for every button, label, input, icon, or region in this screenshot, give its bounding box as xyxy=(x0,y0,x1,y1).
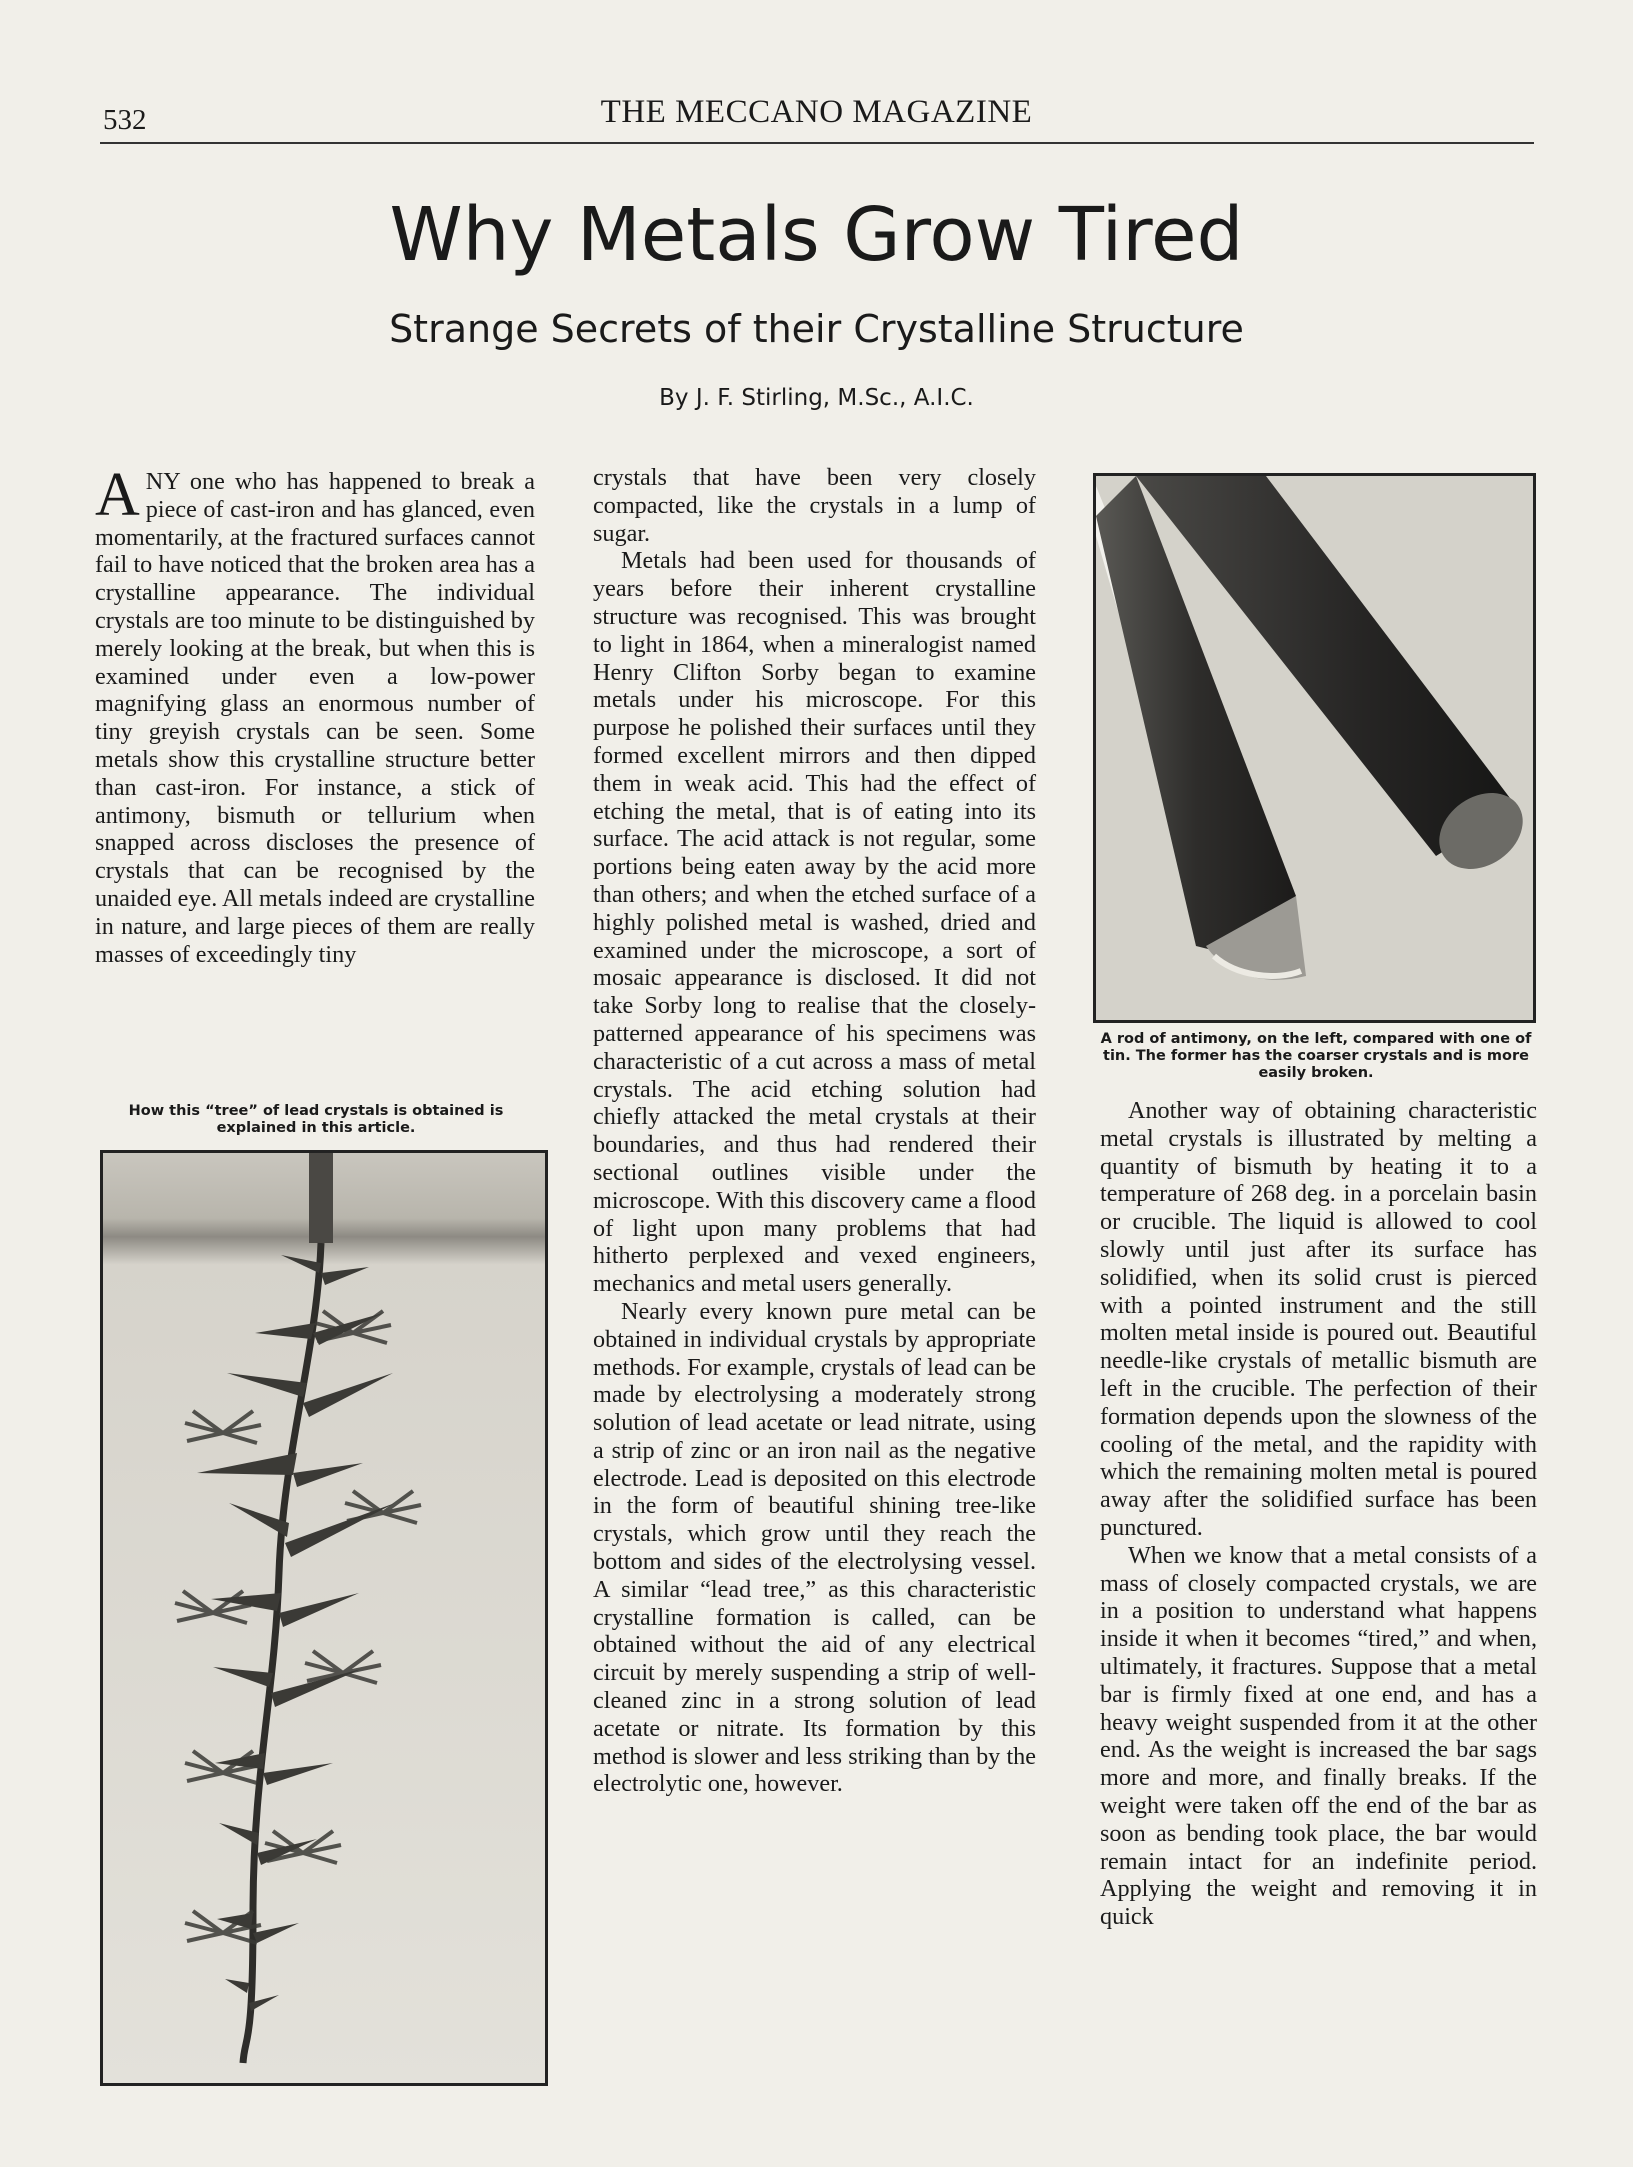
photo-lead-tree xyxy=(100,1150,548,2086)
column-3 xyxy=(1100,1097,1537,1931)
paragraph-text: NY one who has happened to break a piece of cast-iron and has glanced, even momentarily, at the fractured surfaces cannot fail to have noticed that the broken area has a crystalline appearance. The individual crystals are too minute to be distinguished by merely looking at the break, but when this is examined under even a low-power magnifying glass an enormous number of tiny greyish crystals can be seen. Some metals show this crystalline structure better than cast-iron. For instance, a stick of antimony, bismuth or tellurium when snapped across discloses the presence of crystals that can be recognised by the unaided eye. All metals indeed are crystalline in nature, and large pieces of them are really masses of exceedingly tiny xyxy=(95,468,535,968)
byline: By J. F. Stirling, M.Sc., A.I.C. xyxy=(659,385,974,411)
page-number: 532 xyxy=(103,104,147,136)
paragraph xyxy=(95,461,535,968)
paragraph: Nearly every known pure metal can be obtained in individual crystals by appropriate methods. For example, crystals of lead can be made by electrolysing a moderately strong solution of lead acetate or lead nitrate, using a strip of zinc or an iron nail as the negative electrode. Lead is deposited on this electrode in the form of beautiful shining tree-like crystals, which grow until they reach the bottom and sides of the electrolysing vessel. A similar “lead tree,” as this characteristic crystalline formation is called, can be obtained without the aid of any electrical circuit by merely suspending a strip of well-cleaned zinc in a strong solution of lead acetate or nitrate. Its formation by this method is slower and less striking than by the electrolytic one, however. xyxy=(593,1297,1036,1798)
article-title: Why Metals Grow Tired xyxy=(389,192,1244,278)
paragraph: Another way of obtaining characteristic metal crystals is illustrated by melting a quantity of bismuth by heating it to a temperature of 268 deg. in a porcelain basin or crucible. The liquid is allowed to cool slowly until just after its surface has solidified, when its solid crust is pierced with a pointed instrument and the still molten metal inside is poured out. Beautiful needle-like crystals of metallic bismuth are left in the crucible. The perfection of their formation depends upon the slowness of the cooling of the metal, and the rapidity with which the remaining molten metal is poured away after the solidified surface has been punctured. xyxy=(1100,1097,1537,1541)
paragraph: Metals had been used for thousands of years before their inherent crystalline structure was recognised. This was brought to light in 1864, when a mineralogist named Henry Clifton Sorby began to examine metals under his microscope. For this purpose he polished their surfaces until they formed excellent mirrors and then dipped them in weak acid. This had the effect of etching the metal, that is of eating into its surface. The acid attack is not regular, some portions being eaten away by the acid more than others; and when the etched surface of a highly polished metal is washed, dried and examined under the microscope, a sort of mosaic appearance is disclosed. It did not take Sorby long to realise that the closely-patterned appearance of his specimens was characteristic of a cut across a mass of metal crystals. The acid etching solution had chiefly attacked the metal crystals at their boundaries, and thus had rendered their sectional outlines visible under the microscope. With this discovery came a flood of light upon many problems that had hitherto perplexed and vexed engineers, mechanics and metal users generally. xyxy=(593,547,1036,1298)
lead-tree-illustration xyxy=(103,1153,545,2083)
column-1 xyxy=(95,461,535,968)
photo-rods xyxy=(1093,473,1536,1023)
article-subtitle: Strange Secrets of their Crystalline Structure xyxy=(389,307,1244,351)
drop-cap: A xyxy=(95,461,140,529)
header-rule xyxy=(100,142,1534,144)
paragraph: When we know that a metal consists of a mass of closely compacted crystals, we are in a position to understand what happens inside it when it becomes “tired,” and when, ultimately, it fractures. Suppose that a metal bar is firmly fixed at one end, and has a heavy weight suspended from it at the other end. As the weight is increased the bar sags more and more, and finally breaks. If the weight were taken off the end of the bar as soon as bending took place, the bar would remain intact for an indefinite period. Applying the weight and removing it in quick xyxy=(1100,1541,1537,1931)
caption-rods: A rod of antimony, on the left, compared with one of tin. The former has the coarser crystals and is more easily broken. xyxy=(1100,1031,1532,1081)
column-2 xyxy=(593,464,1036,1798)
antimony-tin-rods-illustration xyxy=(1096,476,1533,1020)
caption-lead-tree: How this “tree” of lead crystals is obtained is explained in this article. xyxy=(128,1103,504,1136)
paragraph: crystals that have been very closely compacted, like the crystals in a lump of sugar. xyxy=(593,464,1036,547)
running-head: THE MECCANO MAGAZINE xyxy=(600,94,1033,130)
